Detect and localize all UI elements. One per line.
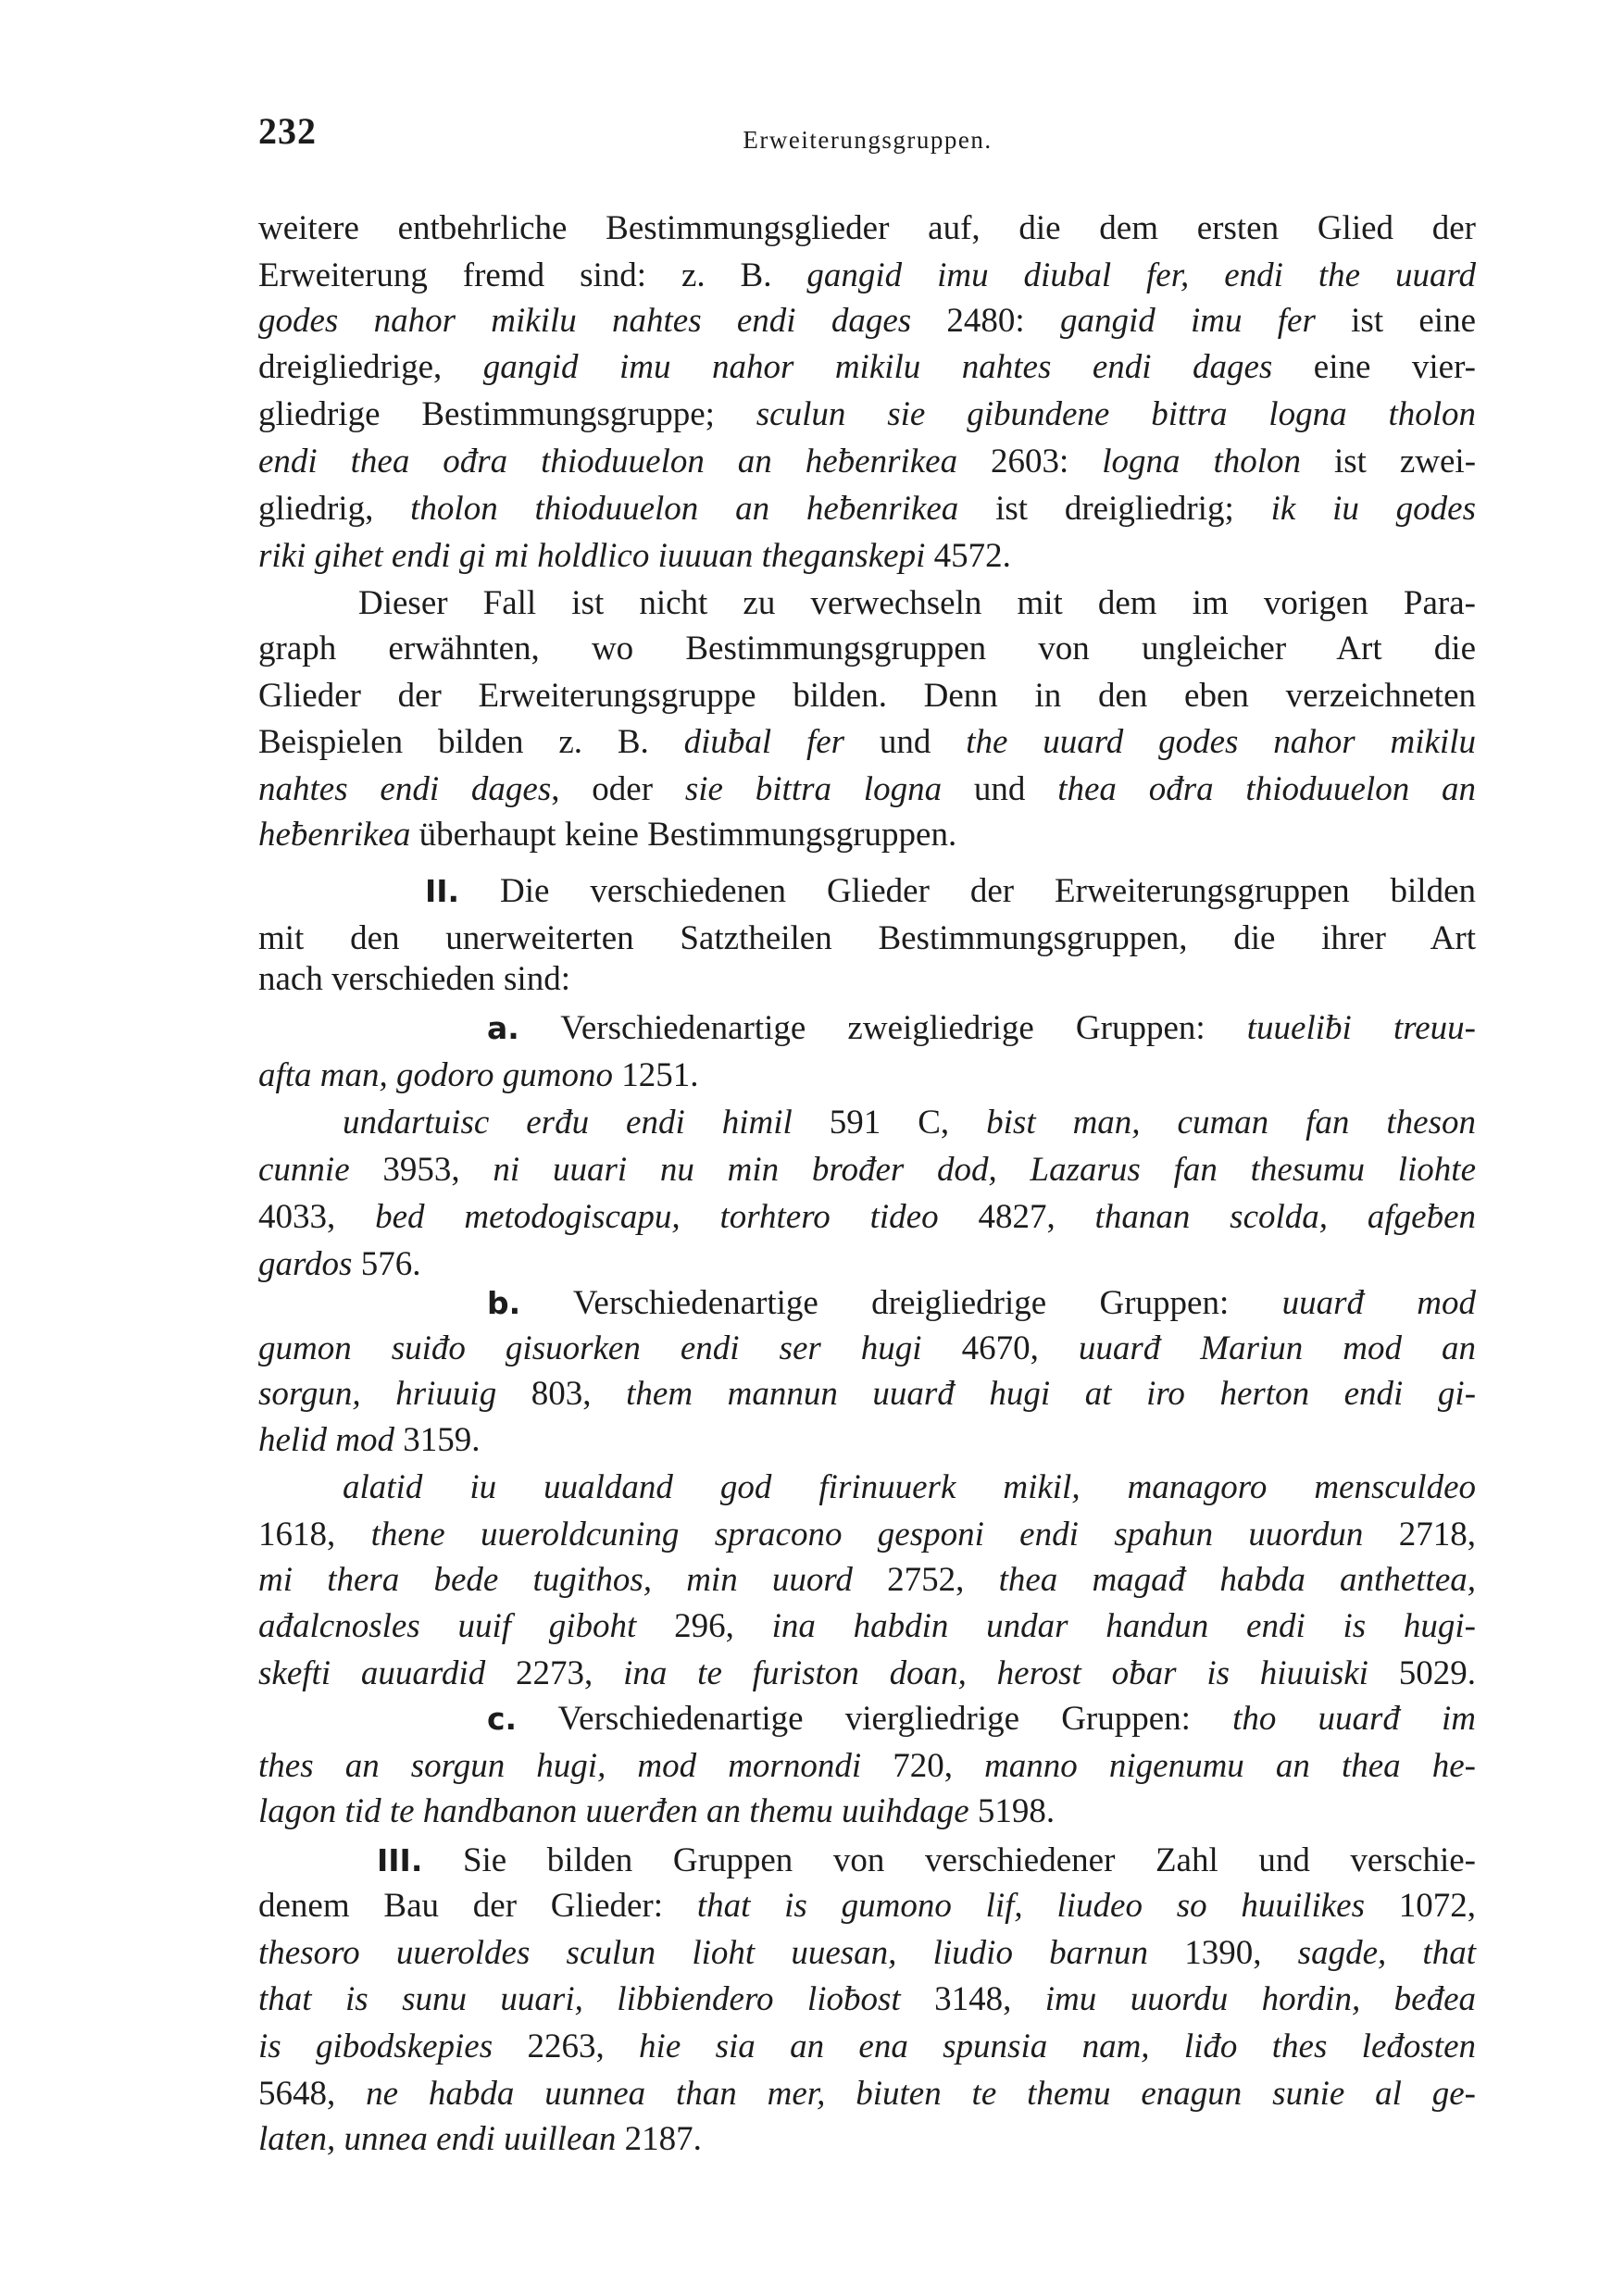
text-line: [258, 534, 1476, 579]
text-run: Erweiterung fremd sind: z. B.: [258, 256, 807, 294]
italic-quotation: thene uueroldcuning spracono gesponi endi spahun uuordun: [370, 1516, 1364, 1554]
text-run: 4572.: [925, 537, 1011, 575]
text-run: , oder: [551, 770, 685, 808]
text-line: [487, 1697, 1476, 1741]
text-run: 803,: [496, 1375, 627, 1413]
italic-quotation: tho uuarđ im: [1232, 1700, 1476, 1738]
text-line: [258, 345, 1476, 390]
italic-quotation: gangid imu fer: [1059, 302, 1316, 340]
italic-quotation: logna tholon: [1102, 443, 1302, 480]
italic-quotation: them mannun uuarđ hugi at iro herton endi gi-: [626, 1375, 1477, 1413]
text-run: 591 C,: [792, 1104, 987, 1142]
text-line: [258, 1652, 1476, 1696]
text-line: [258, 1054, 1476, 1098]
text-run: Glieder der Erweiterungsgruppe bilden. Denn in den eben verzeichneten: [258, 677, 1476, 715]
text-run: 2480:: [911, 302, 1060, 340]
text-line: [358, 581, 1476, 626]
text-run: 4033,: [258, 1198, 376, 1236]
text-run: Die verschiedenen Glieder der Erweiterungsgruppen bilden: [459, 872, 1476, 910]
text-line: [258, 1978, 1476, 2022]
italic-quotation: manno nigenumu an thea he-: [984, 1747, 1477, 1785]
section-label: c.: [487, 1701, 518, 1737]
text-run: 5648,: [258, 2075, 367, 2113]
text-line: [258, 1513, 1476, 1557]
italic-quotation: tuueliƀi treuu-: [1246, 1009, 1476, 1047]
text-run: 2187.: [616, 2120, 702, 2158]
italic-quotation: thanan scolda, afgeƀen: [1094, 1198, 1477, 1236]
italic-quotation: hie sia an ena spunsia nam, liđo thes leđosten: [639, 2028, 1476, 2065]
text-run: weitere entbehrliche Bestimmungsglieder auf, die dem ersten Glied der: [258, 209, 1476, 247]
italic-quotation: sorgun, hriuuig: [258, 1375, 497, 1413]
italic-quotation: is gibodskepies: [258, 2028, 493, 2065]
italic-quotation: that is gumono lif, liudeo so huuilikes: [696, 1887, 1365, 1925]
italic-quotation: nahtes endi dages: [258, 770, 552, 808]
text-run: Dieser Fall ist nicht zu verwechseln mit dem im vorigen Para-: [358, 584, 1476, 622]
section-label: a.: [487, 1010, 519, 1046]
text-run: ist dreigliedrig;: [958, 490, 1271, 528]
italic-quotation: uuarđ Mariun mod an: [1078, 1329, 1477, 1367]
text-line: [258, 206, 1476, 251]
text-line: [487, 1006, 1476, 1051]
text-line: [258, 2025, 1476, 2069]
text-run: 2263,: [493, 2028, 640, 2065]
italic-quotation: undartuisc erđu endi himil: [343, 1104, 793, 1142]
text-line: [258, 440, 1476, 484]
italic-quotation: bed metodogiscapu, torhtero tideo: [375, 1198, 939, 1236]
italic-quotation: laten, unnea endi uuillean: [258, 2120, 617, 2158]
text-run: Sie bilden Gruppen von verschiedener Zahl und verschie-: [422, 1841, 1476, 1879]
text-run: 1618,: [258, 1516, 371, 1554]
text-line: [258, 1558, 1476, 1603]
italic-quotation: ina te furiston doan, herost oƀar is hiuuiski: [623, 1654, 1368, 1692]
section-label: III.: [377, 1842, 423, 1878]
italic-quotation: ni uuari nu min brođer dod, Lazarus fan thesumu liohte: [493, 1151, 1476, 1189]
text-line: [258, 1148, 1476, 1192]
text-line: [258, 1884, 1476, 1928]
italic-quotation: thea magađ habda anthettea,: [998, 1561, 1476, 1599]
text-line: [258, 767, 1476, 812]
italic-quotation: uuarđ mod: [1281, 1284, 1476, 1322]
text-line: [258, 1242, 1476, 1287]
text-run: Verschiedenartige zweigliedrige Gruppen:: [518, 1009, 1247, 1047]
text-run: mit den unerweiterten Satztheilen Bestimmungsgruppen, die ihrer Art: [258, 919, 1476, 957]
text-run: und: [844, 723, 967, 761]
text-run: graph erwähnten, wo Bestimmungsgruppen von ungleicher Art die: [258, 630, 1476, 668]
italic-quotation: thea ođra thioduuelon an: [1057, 770, 1477, 808]
text-line: [258, 1327, 1476, 1371]
page-number: 232: [258, 110, 317, 152]
italic-quotation: ne habda uunnea than mer, biuten te themu enagun sunie al ge-: [366, 2075, 1477, 2113]
text-line: [258, 254, 1476, 298]
italic-quotation: sagde, that: [1297, 1934, 1476, 1972]
text-run: 3953,: [349, 1151, 493, 1189]
text-run: 2752,: [852, 1561, 999, 1599]
section-label: II.: [425, 873, 460, 909]
text-run: 2273,: [485, 1654, 624, 1692]
text-line: [258, 957, 1476, 1002]
italic-quotation: skefti auuardid: [258, 1654, 486, 1692]
italic-quotation: gangid imu nahor mikilu nahtes endi dages: [482, 348, 1273, 386]
italic-quotation: sculun sie gibundene bittra logna tholon: [756, 395, 1477, 433]
text-line: [258, 2117, 1476, 2162]
italic-quotation: endi thea ođra thioduuelon an heƀenrikea: [258, 443, 958, 480]
italic-quotation: ađalcnosles uuif giboht: [258, 1607, 637, 1645]
italic-quotation: imu uuordu hordin, beđea: [1044, 1980, 1476, 2018]
text-run: 296,: [636, 1607, 772, 1645]
text-run: 3159.: [394, 1421, 481, 1459]
running-header: Erweiterungsgruppen.: [743, 126, 993, 154]
text-line: [258, 2072, 1476, 2116]
italic-quotation: ina habdin undar handun endi is hugi-: [771, 1607, 1476, 1645]
text-line: [343, 1466, 1476, 1510]
text-line: [258, 1790, 1476, 1834]
text-run: 3148,: [900, 1980, 1045, 2018]
text-line: [258, 1372, 1476, 1416]
text-run: 1251.: [613, 1056, 699, 1094]
italic-quotation: mi thera bede tugithos, min uuord: [258, 1561, 853, 1599]
italic-quotation: diuƀal fer: [683, 723, 845, 761]
text-line: [258, 720, 1476, 765]
text-run: 1072,: [1364, 1887, 1477, 1925]
text-run: 4827,: [938, 1198, 1095, 1236]
text-run: Verschiedenartige dreigliedrige Gruppen:: [520, 1284, 1282, 1322]
italic-quotation: sie bittra logna: [684, 770, 943, 808]
italic-quotation: cunnie: [258, 1151, 350, 1189]
text-run: 4670,: [921, 1329, 1079, 1367]
text-line: [258, 1604, 1476, 1649]
text-run: 5029.: [1368, 1654, 1477, 1692]
italic-quotation: gangid imu diubal fer, endi the uuard: [806, 256, 1476, 294]
text-run: Verschiedenartige viergliedrige Gruppen:: [517, 1700, 1233, 1738]
text-run: eine vier-: [1272, 348, 1476, 386]
italic-quotation: that is sunu uuari, libbiendero lioƀost: [258, 1980, 901, 2018]
text-run: 5198.: [968, 1792, 1056, 1830]
italic-quotation: heƀenrikea: [258, 816, 411, 854]
text-run: denem Bau der Glieder:: [258, 1887, 697, 1925]
text-line: [258, 674, 1476, 718]
text-line: [258, 1195, 1476, 1240]
text-run: nach verschieden sind:: [258, 960, 570, 998]
italic-quotation: gardos: [258, 1245, 353, 1283]
text-line: [258, 1418, 1476, 1463]
text-run: und: [942, 770, 1058, 808]
text-run: ist zwei-: [1301, 443, 1477, 480]
text-line: [258, 1931, 1476, 1976]
text-line: [258, 627, 1476, 671]
italic-quotation: alatid iu uualdand god firinuuerk mikil, managoro mensculdeo: [343, 1468, 1476, 1506]
section-label: b.: [487, 1285, 521, 1321]
text-run: 720,: [861, 1747, 985, 1785]
text-line: [258, 393, 1476, 437]
text-run: ist eine: [1315, 302, 1477, 340]
italic-quotation: tholon thioduuelon an heƀenrikea: [410, 490, 959, 528]
italic-quotation: godes nahor mikilu nahtes endi dages: [258, 302, 912, 340]
italic-quotation: bist man, cuman fan theson: [986, 1104, 1477, 1142]
italic-quotation: thesoro uueroldes sculun lioht uuesan, liudio barnun: [258, 1934, 1149, 1972]
text-line: [343, 1101, 1476, 1145]
text-run: gliedrige Bestimmungsgruppe;: [258, 395, 756, 433]
text-run: 2603:: [957, 443, 1103, 480]
text-line: [425, 869, 1476, 914]
text-run: dreigliedrige,: [258, 348, 483, 386]
text-line: [258, 299, 1476, 343]
italic-quotation: lagon tid te handbanon uuerđen an themu uuihdage: [258, 1792, 969, 1830]
italic-quotation: gumon suiđo gisuorken endi ser hugi: [258, 1329, 922, 1367]
text-run: gliedrig,: [258, 490, 411, 528]
text-line: [377, 1839, 1476, 1883]
italic-quotation: helid mod: [258, 1421, 394, 1459]
text-run: überhaupt keine Bestimmungsgruppen.: [410, 816, 957, 854]
text-line: [487, 1281, 1476, 1326]
text-run: 1390,: [1148, 1934, 1298, 1972]
italic-quotation: ik iu godes: [1270, 490, 1476, 528]
text-line: [258, 1744, 1476, 1789]
text-line: [258, 917, 1476, 961]
text-run: Beispielen bilden z. B.: [258, 723, 684, 761]
text-run: 576.: [352, 1245, 421, 1283]
italic-quotation: the uuard godes nahor mikilu: [966, 723, 1476, 761]
italic-quotation: thes an sorgun hugi, mod mornondi: [258, 1747, 862, 1785]
text-line: [258, 813, 1476, 857]
italic-quotation: afta man, godoro gumono: [258, 1056, 614, 1094]
italic-quotation: riki gihet endi gi mi holdlico iuuuan theganskepi: [258, 537, 926, 575]
text-run: 2718,: [1363, 1516, 1476, 1554]
text-line: [258, 487, 1476, 531]
